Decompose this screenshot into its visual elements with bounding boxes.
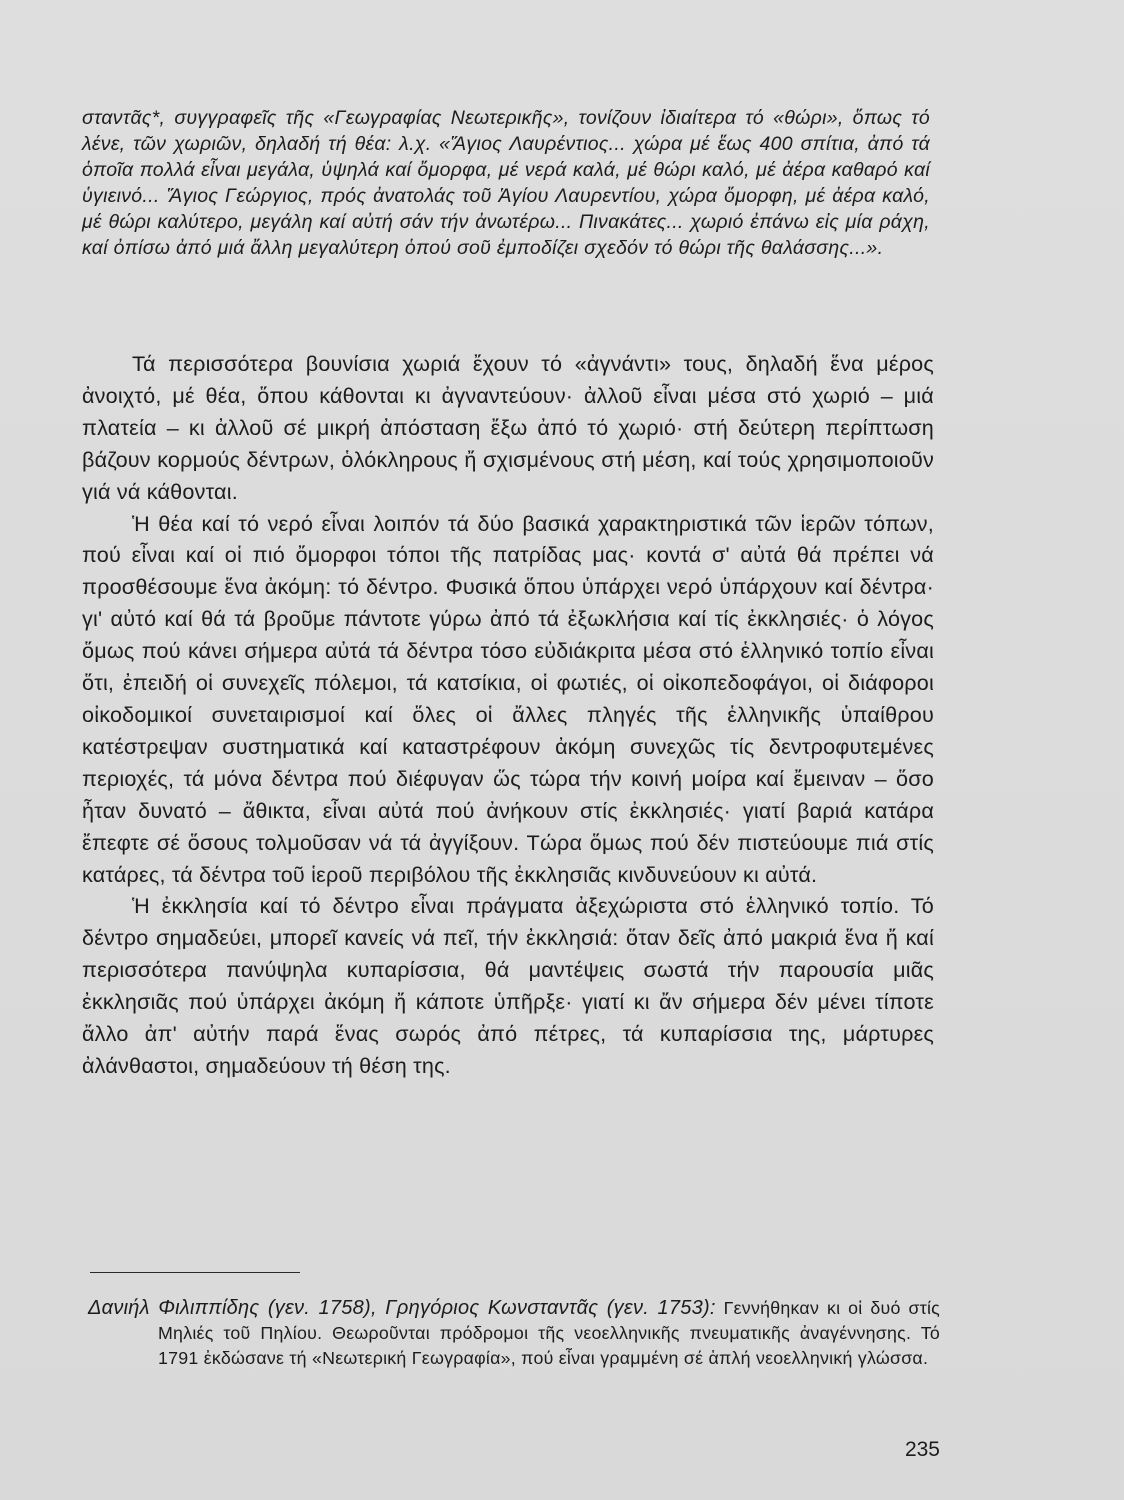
paragraph-church-tree: Ἡ ἐκκλησία καί τό δέντρο εἶναι πράγματα ἀξεχώριστα στό ἑλληνικό τοπίο. Τό δέντρο σημαδεύει, μπορεῖ κανείς νά πεῖ, τήν ἐκκλησιά: ὅταν δεῖς ἀπό μακριά ἕνα ἤ καί περισσότερα πανύψηλα κυπαρίσσια, θά μαντέψεις σωστά τήν παρουσία μιᾶς ἐκκλησιᾶς πού ὑπάρχει ἀκόμη ἤ κάποτε ὑπῆρξε· γιατί κι ἄν σήμερα δέν μένει τίποτε ἄλλο ἀπ' αὐτήν παρά ἕνας σωρός ἀπό πέτρες, τά κυπαρίσσια της, μάρτυρες ἀλάνθαστοι, σημαδεύουν τή θέση της. <box>82 893 934 1078</box>
footnote-text: Γεννήθηκαν κι οἱ δυό στίς Μηλιές τοῦ Πηλίου. Θεωροῦνται πρόδρομοι τῆς νεοελληνικῆς πνευματικῆς ἀναγέννησης. Τό 1791 ἐκδώσανε τή «Νεωτερική Γεωγραφία», πού εἶναι γραμμένη σέ ἁπλή νεοελληνική γλώσσα. <box>158 1298 941 1369</box>
italic-quotation: σταντᾶς*, συγγραφεῖς τῆς «Γεωγραφίας Νεωτερικῆς», τονίζουν ἰδιαίτερα τό «θώρι», ὅπως τό λένε, τῶν χωριῶν, δηλαδή τή θέα: λ.χ. «Ἅγιος Λαυρέντιος... χώρα μέ ἕως 400 σπίτια, ἀπό τά ὁποῖα πολλά εἶναι μεγάλα, ὑψηλά καί ὄμορφα, μέ νερά καλά, μέ θώρι καλό, μέ ἀέρα καθαρό καί ὑγιεινό... Ἅγιος Γεώργιος, πρός ἀνατολάς τοῦ Ἁγίου Λαυρεντίου, χώρα ὄμορφη, μέ ἀέρα καλό, μέ θώρι καλύτερο, μεγάλη καί αὐτή σάν τήν ἀνωτέρω... Πινακάτες... χωριό ἐπάνω εἰς μία ράχη, καί ὀπίσω ἀπό μιά ἄλλη μεγαλύτερη ὁπού σοῦ ἐμποδίζει σχεδόν τό θώρι τῆς θαλάσσης...». <box>82 107 930 259</box>
main-text <box>82 348 934 1082</box>
page-number: 235 <box>904 1438 940 1461</box>
paragraph-agnanti: Τά περισσότερα βουνίσια χωριά ἔχουν τό «ἀγνάντι» τους, δηλαδή ἕνα μέρος ἀνοιχτό, μέ θέα, ὅπου κάθονται κι ἀγναντεύουν· ἀλλοῦ εἶναι μέσα στό χωριό – μιά πλατεία – κι ἀλλοῦ σέ μικρή ἀπόσταση ἔξω ἀπό τό χωριό· στή δεύτερη περίπτωση βάζουν κορμούς δέντρων, ὁλόκληρους ἤ σχισμένους στή μέση, καί τούς χρησιμοποιοῦν γιά νά κάθονται. <box>82 351 934 504</box>
footnote-authors: Δανιήλ Φιλιππίδης (γεν. 1758), Γρηγόριος Κωνσταντᾶς (γεν. 1753): <box>88 1297 716 1319</box>
footnote-divider <box>90 1272 300 1273</box>
footnote <box>88 1296 940 1372</box>
paragraph-view-water-tree: Ἡ θέα καί τό νερό εἶναι λοιπόν τά δύο βασικά χαρακτηριστικά τῶν ἱερῶν τόπων, πού εἶναι καί οἱ πιό ὄμορφοι τόποι τῆς πατρίδας μας· κοντά σ' αὐτά θά πρέπει νά προσθέσουμε ἕνα ἀκόμη: τό δέντρο. Φυσικά ὅπου ὑπάρχει νερό ὑπάρχουν καί δέντρα· γι' αὐτό καί θά τά βροῦμε πάντοτε γύρω ἀπό τά ἐξωκλήσια καί τίς ἐκκλησιές· ὁ λόγος ὅμως πού κάνει σήμερα αὐτά τά δέντρα τόσο εὐδιάκριτα μέσα στό ἑλληνικό τοπίο εἶναι ὅτι, ἐπειδή οἱ συνεχεῖς πόλεμοι, τά κατσίκια, οἱ φωτιές, οἱ οἰκοπεδοφάγοι, οἱ διάφοροι οἰκοδομικοί συνεταιρισμοί καί ὅλες οἱ ἄλλες πληγές τῆς ἑλληνικῆς ὑπαίθρου κατέστρεψαν συστηματικά καί καταστρέφουν ἀκόμη συνεχῶς τίς δεντροφυτεμένες περιοχές, τά μόνα δέντρα πού διέφυγαν ὥς τώρα τήν κοινή μοίρα καί ἔμειναν – ὅσο ἦταν δυνατό – ἄθικτα, εἶναι αὐτά πού ἀνήκουν στίς ἐκκλησιές· γιατί βαριά κατάρα ἔπεφτε σέ ὅσους τολμοῦσαν νά τά ἀγγίξουν. Τώρα ὅμως πού δέν πιστεύουμε πιά στίς κατάρες, τά δέντρα τοῦ ἱεροῦ περιβόλου τῆς ἐκκλησιᾶς κινδυνεύουν κι αὐτά. <box>82 510 934 887</box>
